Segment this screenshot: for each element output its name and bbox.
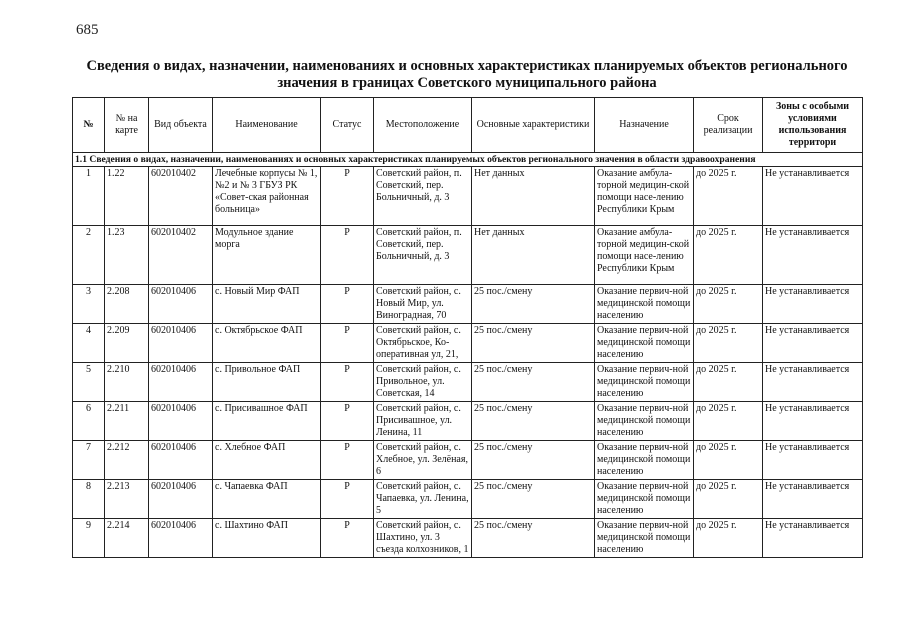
cell-status: Р [321,519,374,558]
cell-map-number: 1.23 [105,226,149,285]
cell-characteristics: 25 пос./смену [472,480,595,519]
cell-map-number: 2.211 [105,402,149,441]
cell-purpose: Оказание первич-ной медицинской помощи населению [595,519,694,558]
cell-map-number: 2.210 [105,363,149,402]
cell-object-name: Модульное здание морга [213,226,321,285]
cell-object-name: с. Чапаевка ФАП [213,480,321,519]
cell-deadline: до 2025 г. [694,324,763,363]
cell-status: Р [321,324,374,363]
cell-row-number: 8 [73,480,105,519]
cell-row-number: 7 [73,441,105,480]
cell-object-name: Лечебные корпусы № 1, №2 и № 3 ГБУЗ РК «Совет-ская районная больница» [213,167,321,226]
cell-status: Р [321,480,374,519]
cell-special-zones: Не устанавливается [763,324,863,363]
cell-characteristics: 25 пос./смену [472,441,595,480]
header-special-zones: Зоны с особыми условиями использования территори [763,98,863,153]
header-name: Наименование [213,98,321,153]
cell-object-type: 602010406 [149,480,213,519]
cell-special-zones: Не устанавливается [763,226,863,285]
cell-characteristics: 25 пос./смену [472,519,595,558]
cell-status: Р [321,363,374,402]
cell-object-type: 602010406 [149,285,213,324]
header-characteristics: Основные характеристики [472,98,595,153]
cell-object-type: 602010402 [149,167,213,226]
cell-deadline: до 2025 г. [694,402,763,441]
cell-object-type: 602010406 [149,519,213,558]
cell-map-number: 2.208 [105,285,149,324]
cell-characteristics: 25 пос./смену [472,324,595,363]
cell-object-name: с. Привольное ФАП [213,363,321,402]
cell-location: Советский район, с. Чапаевка, ул. Ленина, 5 [374,480,472,519]
cell-map-number: 1.22 [105,167,149,226]
cell-characteristics: Нет данных [472,226,595,285]
cell-object-type: 602010406 [149,402,213,441]
cell-special-zones: Не устанавливается [763,480,863,519]
cell-location: Советский район, с. Шахтино, ул. 3 съезда колхозников, 1 [374,519,472,558]
cell-characteristics: Нет данных [472,167,595,226]
cell-purpose: Оказание первич-ной медицинской помощи населению [595,480,694,519]
table-row [73,363,863,402]
cell-purpose: Оказание первич-ной медицинской помощи населению [595,363,694,402]
cell-purpose: Оказание первич-ной медицинской помощи населению [595,441,694,480]
table-row [73,480,863,519]
cell-location: Советский район, с. Хлебное, ул. Зелёная, 6 [374,441,472,480]
cell-map-number: 2.212 [105,441,149,480]
cell-row-number: 6 [73,402,105,441]
header-map-number: № на карте [105,98,149,153]
cell-status: Р [321,441,374,480]
table-row [73,167,863,226]
cell-object-name: с. Новый Мир ФАП [213,285,321,324]
cell-special-zones: Не устанавливается [763,402,863,441]
cell-row-number: 4 [73,324,105,363]
table-row [73,402,863,441]
cell-deadline: до 2025 г. [694,441,763,480]
cell-location: Советский район, с. Октябрьское, Ко-оперативная ул, 21, [374,324,472,363]
document-title: Сведения о видах, назначении, наименованиях и основных характеристиках планируемых объектов регионального значения в границах Советского муниципального района [86,58,848,91]
section-title: 1.1 Сведения о видах, назначении, наименованиях и основных характеристиках планируемых объектов регионального значения в области здравоохранения [73,153,863,167]
cell-purpose: Оказание амбула-торной медицин-ской помощи насе-лению Республики Крым [595,226,694,285]
header-location: Местоположение [374,98,472,153]
objects-table [72,97,863,558]
table-row [73,519,863,558]
cell-row-number: 5 [73,363,105,402]
cell-object-type: 602010402 [149,226,213,285]
cell-status: Р [321,402,374,441]
cell-object-name: с. Шахтино ФАП [213,519,321,558]
cell-object-name: с. Октябрьское ФАП [213,324,321,363]
cell-status: Р [321,285,374,324]
header-object-type: Вид объекта [149,98,213,153]
cell-location: Советский район, п. Советский, пер. Больничный, д. 3 [374,167,472,226]
table-row [73,441,863,480]
cell-deadline: до 2025 г. [694,519,763,558]
table-row [73,226,863,285]
header-number: № [73,98,105,153]
cell-location: Советский район, с. Присивашное, ул. Ленина, 11 [374,402,472,441]
header-deadline: Срок реализации [694,98,763,153]
cell-deadline: до 2025 г. [694,226,763,285]
section-row [73,153,863,167]
header-status: Статус [321,98,374,153]
cell-characteristics: 25 пос./смену [472,285,595,324]
cell-map-number: 2.213 [105,480,149,519]
cell-special-zones: Не устанавливается [763,363,863,402]
cell-deadline: до 2025 г. [694,285,763,324]
cell-map-number: 2.209 [105,324,149,363]
cell-purpose: Оказание первич-ной медицинской помощи населению [595,324,694,363]
table-row [73,285,863,324]
cell-row-number: 9 [73,519,105,558]
cell-object-type: 602010406 [149,441,213,480]
cell-object-type: 602010406 [149,363,213,402]
cell-special-zones: Не устанавливается [763,441,863,480]
cell-deadline: до 2025 г. [694,363,763,402]
cell-status: Р [321,226,374,285]
cell-purpose: Оказание первич-ной медицинской помощи населению [595,402,694,441]
cell-map-number: 2.214 [105,519,149,558]
cell-object-name: с. Хлебное ФАП [213,441,321,480]
table-row [73,324,863,363]
cell-object-type: 602010406 [149,324,213,363]
cell-deadline: до 2025 г. [694,167,763,226]
cell-row-number: 1 [73,167,105,226]
cell-purpose: Оказание первич-ной медицинской помощи населению [595,285,694,324]
header-purpose: Назначение [595,98,694,153]
cell-row-number: 2 [73,226,105,285]
cell-special-zones: Не устанавливается [763,167,863,226]
cell-characteristics: 25 пос./смену [472,402,595,441]
cell-purpose: Оказание амбула-торной медицин-ской помощи насе-лению Республики Крым [595,167,694,226]
cell-characteristics: 25 пос./смену [472,363,595,402]
cell-special-zones: Не устанавливается [763,519,863,558]
cell-deadline: до 2025 г. [694,480,763,519]
cell-location: Советский район, с. Новый Мир, ул. Виноградная, 70 [374,285,472,324]
cell-object-name: с. Присивашное ФАП [213,402,321,441]
cell-status: Р [321,167,374,226]
cell-location: Советский район, с. Привольное, ул. Советская, 14 [374,363,472,402]
cell-row-number: 3 [73,285,105,324]
table-header-row [73,98,863,153]
cell-special-zones: Не устанавливается [763,285,863,324]
cell-location: Советский район, п. Советский, пер. Больничный, д. 3 [374,226,472,285]
page-number: 685 [76,22,99,38]
